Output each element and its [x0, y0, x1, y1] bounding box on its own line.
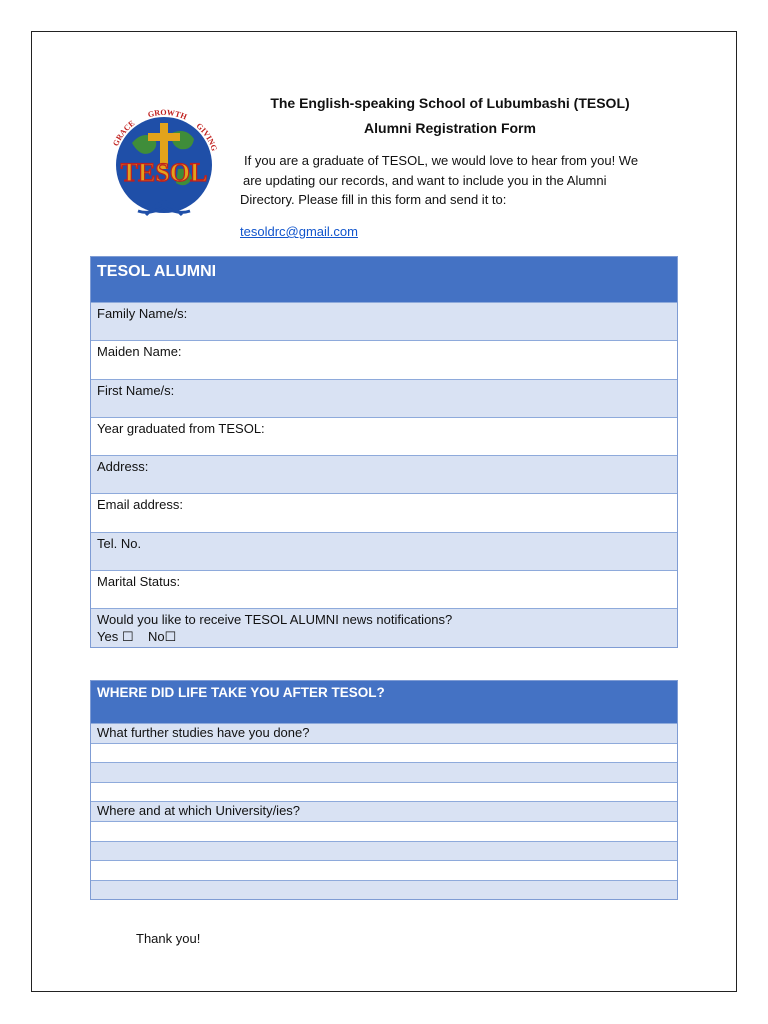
- field-label: Marital Status:: [97, 574, 181, 590]
- field-further-studies[interactable]: [91, 723, 677, 743]
- blank-line[interactable]: [91, 880, 677, 900]
- alumni-table-heading: TESOL ALUMNI: [91, 257, 677, 302]
- email-link[interactable]: tesoldrc@gmail.com: [240, 224, 358, 239]
- field-address[interactable]: [91, 455, 677, 493]
- field-maiden-name[interactable]: [91, 340, 677, 378]
- logo-arc-left: GRACE: [111, 118, 137, 148]
- blank-line[interactable]: [91, 762, 677, 782]
- intro-line-2: are updating our records, and want to include you in the Alumni: [243, 172, 607, 188]
- field-year-graduated[interactable]: [91, 417, 677, 455]
- field-label: Family Name/s:: [97, 306, 188, 321]
- yes-checkbox[interactable]: Yes ☐: [97, 629, 134, 645]
- blank-line[interactable]: [91, 782, 677, 802]
- form-subtitle: Alumni Registration Form: [364, 120, 536, 136]
- field-news-notifications: [91, 608, 677, 646]
- field-label: Maiden Name:: [97, 344, 182, 360]
- field-family-name[interactable]: [91, 302, 677, 340]
- field-marital-status[interactable]: [91, 570, 677, 608]
- field-tel-no[interactable]: [91, 532, 677, 570]
- field-label: What further studies have you done?: [97, 725, 310, 740]
- thanks-text: Thank you!: [136, 931, 201, 946]
- field-label: First Name/s:: [97, 382, 175, 398]
- field-label: Year graduated from TESOL:: [97, 420, 265, 436]
- field-email-address[interactable]: [91, 493, 677, 531]
- news-question: Would you like to receive TESOL ALUMNI news notifications?: [97, 612, 453, 628]
- alumni-table: [90, 256, 678, 648]
- intro-text: [240, 151, 670, 210]
- field-label: Address:: [97, 459, 149, 475]
- blank-line[interactable]: [91, 860, 677, 880]
- life-table-heading: WHERE DID LIFE TAKE YOU AFTER TESOL?: [91, 681, 677, 723]
- tesol-logo: [92, 93, 236, 237]
- logo-word: TESOL: [120, 158, 208, 187]
- field-label: Tel. No.: [97, 535, 142, 551]
- no-checkbox[interactable]: No☐: [147, 629, 177, 645]
- field-first-name[interactable]: [91, 379, 677, 417]
- logo-arc-top: GROWTH: [146, 107, 189, 122]
- blank-line[interactable]: [91, 841, 677, 861]
- news-options: [97, 628, 671, 645]
- form-title: The English-speaking School of Lubumbashi (TESOL): [270, 95, 630, 111]
- intro-line-1: If you are a graduate of TESOL, we would love to hear from you! We: [244, 153, 639, 168]
- blank-line[interactable]: [91, 743, 677, 763]
- blank-line[interactable]: [91, 821, 677, 841]
- field-label: Email address:: [97, 497, 183, 513]
- life-table: [90, 680, 678, 900]
- logo-arc-right: GIVING: [194, 121, 219, 153]
- field-label: Where and at which University/ies?: [97, 803, 301, 819]
- intro-line-3: Directory. Please fill in this form and send it to:: [240, 192, 507, 207]
- field-university[interactable]: [91, 801, 677, 821]
